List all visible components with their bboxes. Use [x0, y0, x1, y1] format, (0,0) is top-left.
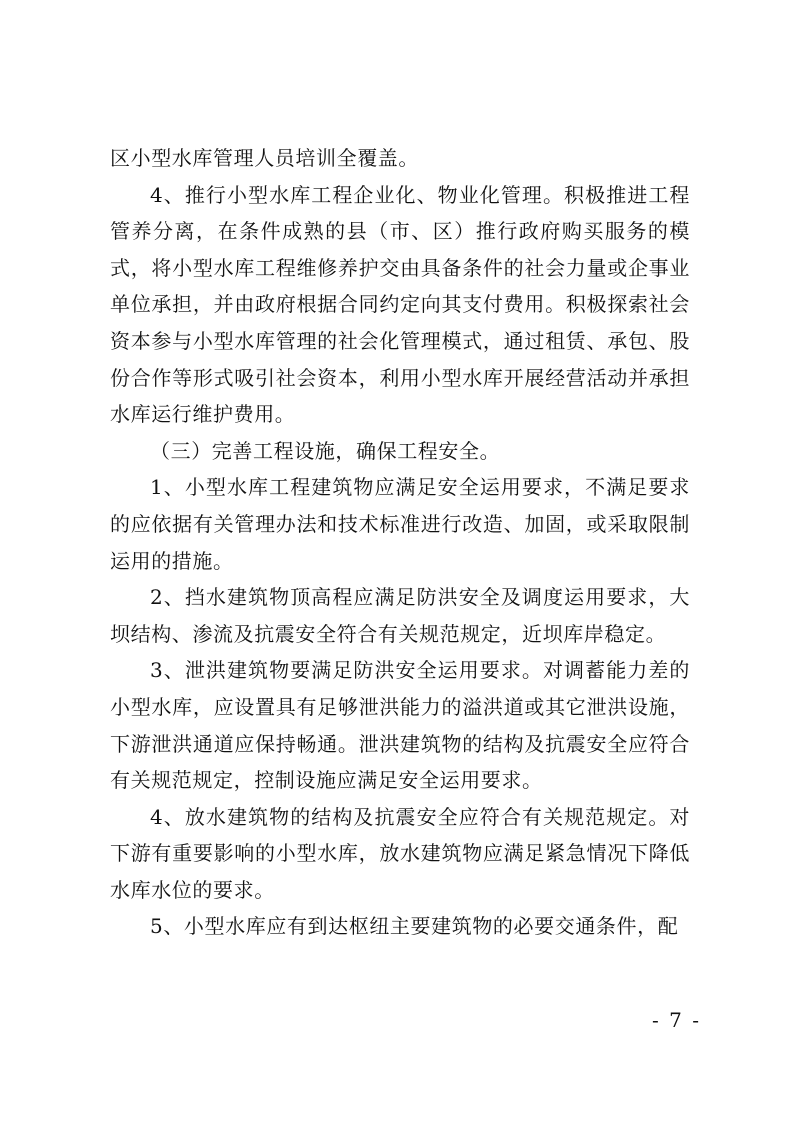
document-body	[110, 140, 690, 945]
paragraph: 4、放水建筑物的结构及抗震安全应符合有关规范规定。对下游有重要影响的小型水库，放水建筑物应满足紧急情况下降低水库水位的要求。	[110, 804, 690, 902]
paragraph: 4、推行小型水库工程企业化、物业化管理。积极推进工程管养分离，在条件成熟的县（市、区）推行政府购买服务的模式，将小型水库工程维修养护交由具备条件的社会力量或企事业单位承担，并由政府根据合同约定向其支付费用。积极探索社会资本参与小型水库管理的社会化管理模式，通过租赁、承包、股份合作等形式吸引社会资本，利用小型水库开展经营活动并承担水库运行维护费用。	[110, 182, 690, 427]
paragraph: 区小型水库管理人员培训全覆盖。	[110, 146, 419, 170]
paragraph: 2、挡水建筑物顶高程应满足防洪安全及调度运用要求，大坝结构、渗流及抗震安全符合有关规范规定，近坝库岸稳定。	[110, 585, 690, 646]
paragraph: 3、泄洪建筑物要满足防洪安全运用要求。对调蓄能力差的小型水库，应设置具有足够泄洪能力的溢洪道或其它泄洪设施，下游泄洪通道应保持畅通。泄洪建筑物的结构及抗震安全应符合有关规范规定，控制设施应满足安全运用要求。	[110, 658, 690, 793]
paragraph: 5、小型水库应有到达枢纽主要建筑物的必要交通条件，配	[150, 914, 679, 939]
page-number: - 7 -	[652, 1008, 701, 1032]
paragraph: 1、小型水库工程建筑物应满足安全运用要求，不满足要求的应依据有关管理办法和技术标准进行改造、加固，或采取限制运用的措施。	[110, 475, 690, 573]
section-heading: （三）完善工程设施，确保工程安全。	[150, 438, 501, 463]
